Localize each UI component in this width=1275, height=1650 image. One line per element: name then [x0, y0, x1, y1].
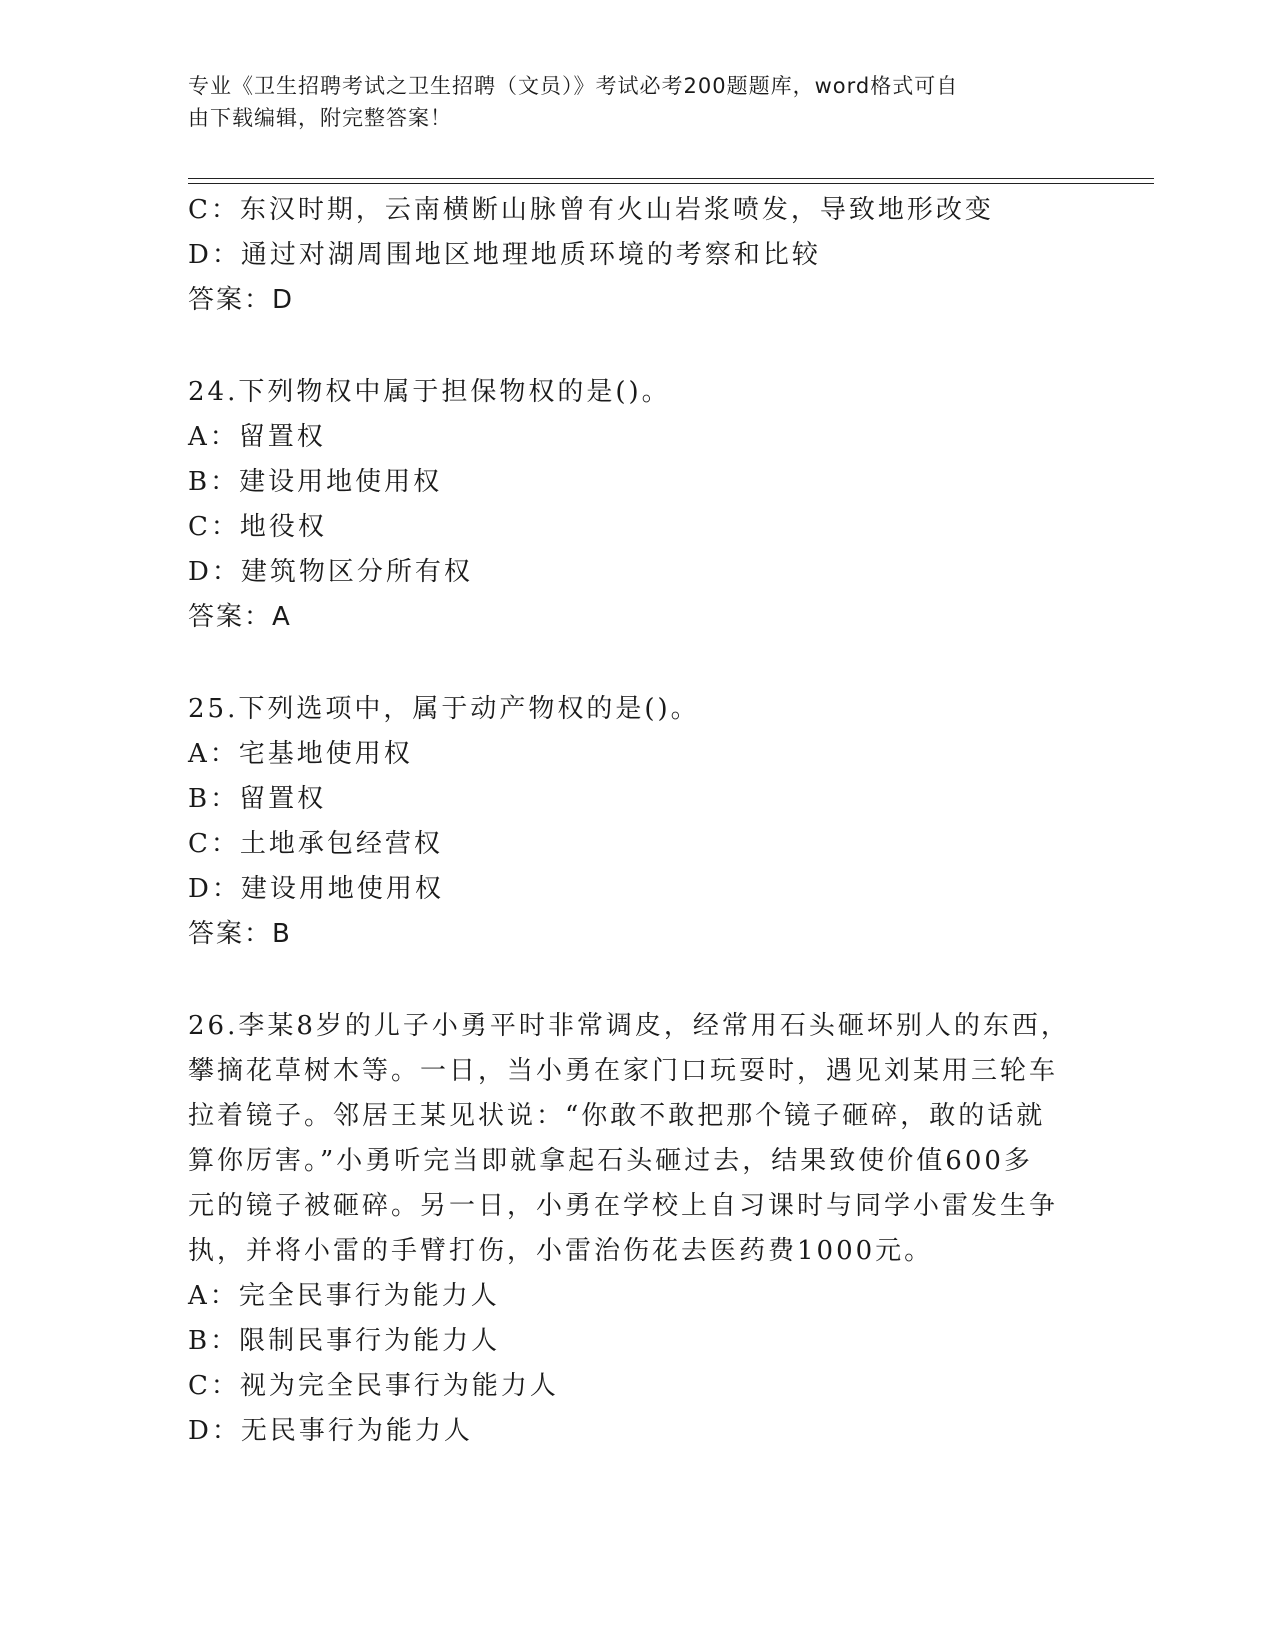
- header-divider-bottom: [188, 183, 1154, 184]
- question-stem-line: 26.李某8岁的儿子小勇平时非常调皮，经常用石头砸坏别人的东西，: [188, 1011, 1070, 1041]
- header-line-2: 由下载编辑，附完整答案！: [188, 106, 452, 130]
- option-d: D：通过对湖周围地区地理地质环境的考察和比较: [188, 240, 821, 270]
- option-a: A：留置权: [188, 422, 326, 452]
- answer-line: 答案：A: [188, 602, 292, 632]
- answer-line: 答案：B: [188, 919, 292, 949]
- question-stem-line: 攀摘花草树木等。一日，当小勇在家门口玩耍时，遇见刘某用三轮车: [188, 1056, 1059, 1086]
- option-b: B：留置权: [188, 784, 327, 814]
- option-d: D：建筑物区分所有权: [188, 557, 473, 587]
- option-d: D：无民事行为能力人: [188, 1416, 473, 1446]
- document-header: [188, 70, 1068, 134]
- option-c: C：东汉时期，云南横断山脉曾有火山岩浆喷发，导致地形改变: [188, 195, 994, 225]
- question-stem-line: 拉着镜子。邻居王某见状说：“你敢不敢把那个镜子砸碎，敢的话就: [188, 1101, 1046, 1131]
- option-a: A：完全民事行为能力人: [188, 1281, 500, 1311]
- option-c: C：地役权: [188, 512, 327, 542]
- option-c: C：视为完全民事行为能力人: [188, 1371, 559, 1401]
- question-stem-line: 算你厉害。”小勇听完当即就拿起石头砸过去，结果致使价值600多: [188, 1146, 1033, 1176]
- option-d: D：建设用地使用权: [188, 874, 444, 904]
- question-list: [188, 188, 1088, 1454]
- header-divider-top: [188, 178, 1154, 179]
- option-b: B：限制民事行为能力人: [188, 1326, 501, 1356]
- option-a: A：宅基地使用权: [188, 739, 413, 769]
- option-c: C：土地承包经营权: [188, 829, 443, 859]
- question-24: [188, 370, 1088, 640]
- question-26: [188, 1004, 1088, 1454]
- question-stem: 24.下列物权中属于担保物权的是()。: [188, 377, 671, 407]
- answer-line: 答案：D: [188, 285, 295, 315]
- question-stem: 25.下列选项中，属于动产物权的是()。: [188, 694, 700, 724]
- option-b: B：建设用地使用权: [188, 467, 443, 497]
- previous-question-tail: [188, 188, 1088, 323]
- header-line-1: 专业《卫生招聘考试之卫生招聘（文员）》考试必考200题题库，word格式可自: [188, 74, 959, 98]
- question-stem-line: 执，并将小雷的手臂打伤，小雷治伤花去医药费1000元。: [188, 1236, 934, 1266]
- question-25: [188, 687, 1088, 957]
- question-stem-line: 元的镜子被砸碎。另一日，小勇在学校上自习课时与同学小雷发生争: [188, 1191, 1059, 1221]
